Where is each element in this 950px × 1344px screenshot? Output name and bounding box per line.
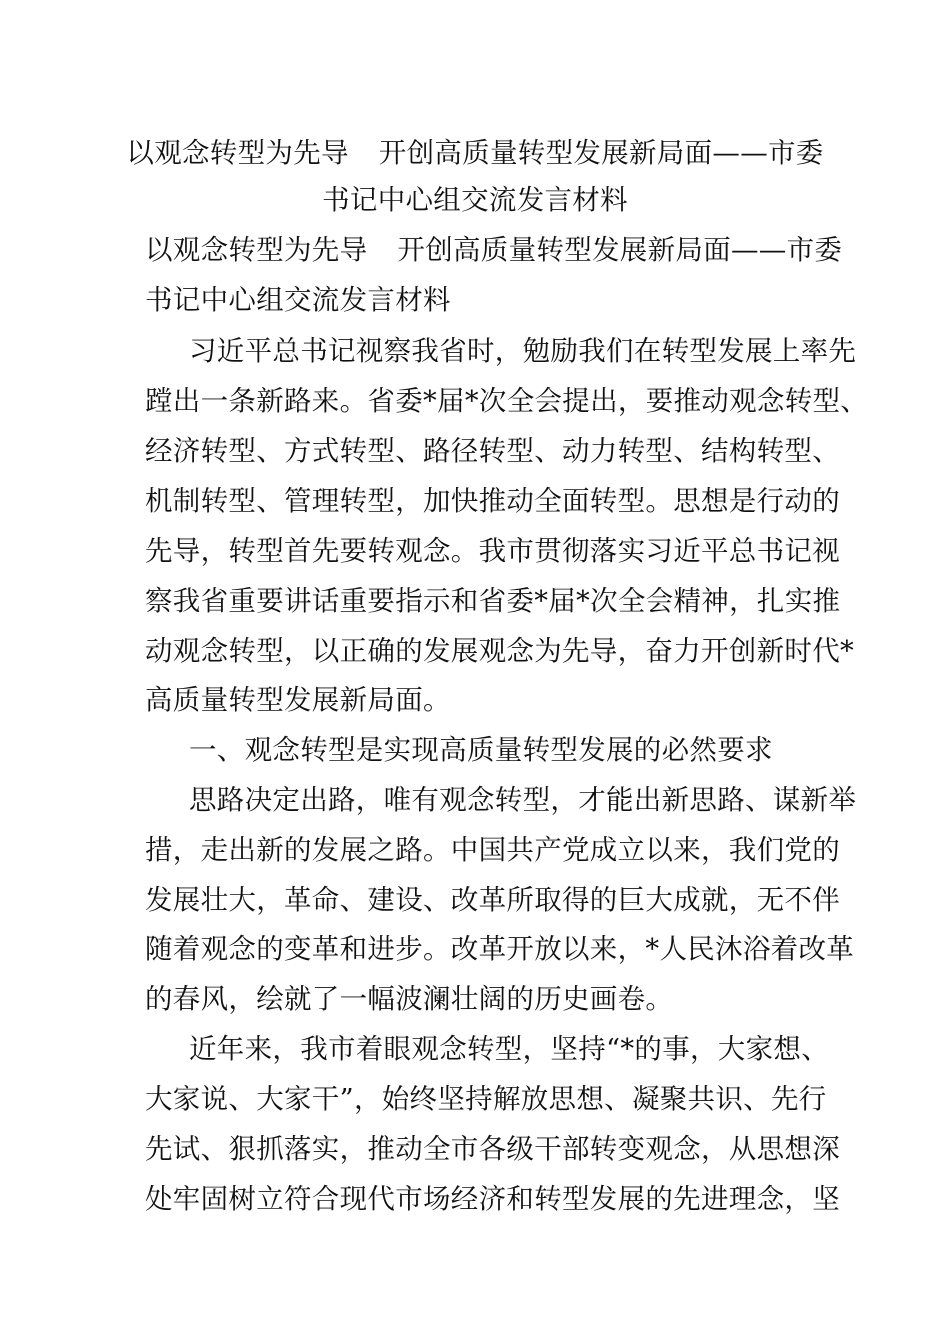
paragraph-1-line: 机制转型、管理转型，加快推动全面转型。思想是行动的 [145, 485, 840, 517]
paragraph-1-line: 先导，转型首先要转观念。我市贯彻落实习近平总书记视 [145, 535, 840, 567]
paragraph-1-line: 察我省重要讲话重要指示和省委*届*次全会精神，扎实推 [145, 585, 841, 617]
paragraph-3-line: 近年来，我市着眼观念转型，坚持“*的事，大家想、 [189, 1033, 830, 1065]
repeated-title-line-2: 书记中心组交流发言材料 [145, 284, 451, 316]
paragraph-2-line: 随着观念的变革和进步。改革开放以来，*人民沐浴着改革 [145, 933, 855, 965]
document-title-line-1 [0, 136, 950, 170]
paragraph-1-line: 习近平总书记视察我省时，勉励我们在转型发展上率先 [189, 335, 857, 367]
paragraph-3-line: 处牢固树立符合现代市场经济和转型发展的先进理念，坚 [145, 1183, 840, 1215]
paragraph-1-line: 动观念转型，以正确的发展观念为先导，奋力开创新时代* [145, 635, 855, 667]
title-part-1: 以观念转型为先导 [126, 137, 349, 169]
section-heading: 一、观念转型是实现高质量转型发展的必然要求 [189, 734, 773, 766]
paragraph-2-line: 思路决定出路，唯有观念转型，才能出新思路、谋新举 [189, 784, 857, 816]
paragraph-3-line: 大家说、大家干”，始终坚持解放思想、凝聚共识、先行 [145, 1083, 827, 1115]
paragraph-2-line: 措，走出新的发展之路。中国共产党成立以来，我们党的 [145, 834, 840, 866]
title-part-2: 开创高质量转型发展新局面——市委 [378, 137, 824, 169]
paragraph-1-line: 经济转型、方式转型、路径转型、动力转型、结构转型、 [145, 435, 840, 467]
repeated-title-part-2: 开创高质量转型发展新局面——市委 [397, 234, 843, 266]
paragraph-2-line: 发展壮大，革命、建设、改革所取得的巨大成就，无不伴 [145, 884, 840, 916]
repeated-title-line-1 [145, 233, 925, 267]
document-title-line-2: 书记中心组交流发言材料 [322, 184, 628, 216]
repeated-title-part-1: 以观念转型为先导 [145, 234, 368, 266]
paragraph-1-line: 蹚出一条新路来。省委*届*次全会提出，要推动观念转型、 [145, 385, 869, 417]
paragraph-1-line: 高质量转型发展新局面。 [145, 684, 451, 716]
paragraph-3-line: 先试、狠抓落实，推动全市各级干部转变观念，从思想深 [145, 1133, 840, 1165]
paragraph-2-line: 的春风，绘就了一幅波澜壮阔的历史画卷。 [145, 983, 674, 1015]
